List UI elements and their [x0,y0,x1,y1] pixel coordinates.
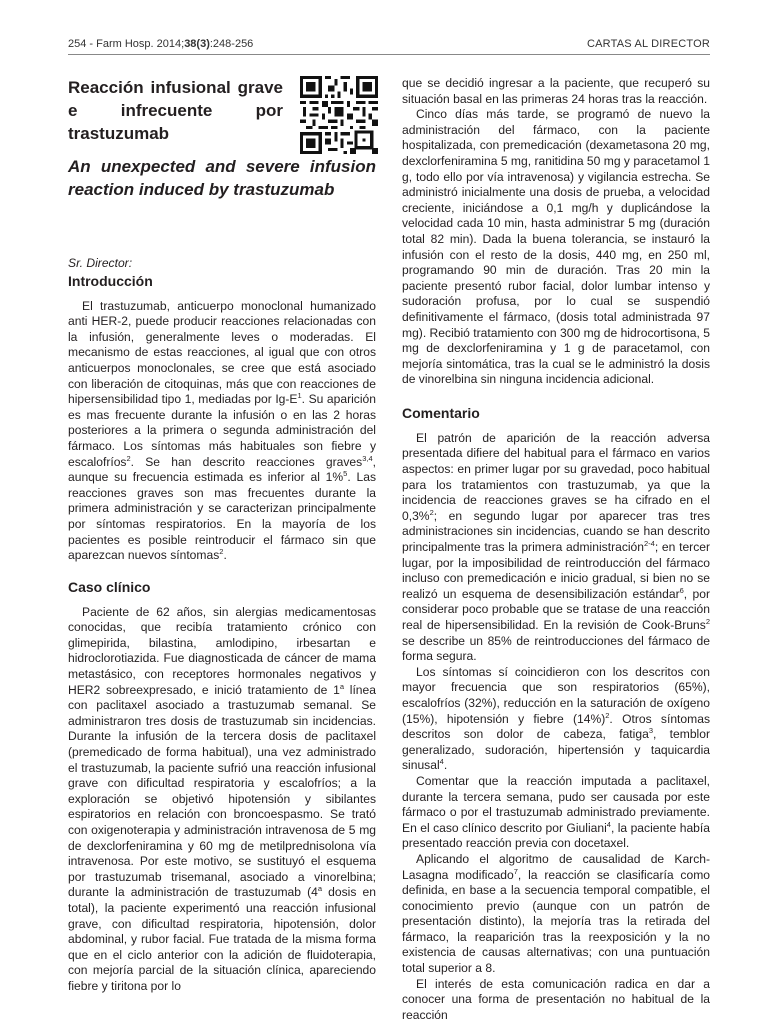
comentario-paragraph-5: El interés de esta comunicación radica en dar a conocer una forma de presentación no habitual de la reacción [402,976,710,1022]
caso-paragraph-2: Cinco días más tarde, se programó de nuevo la administración del fármaco, con la paciente hospitalizada, con premedicación (dexametasona 20 mg, dexclorfeniramina 5 mg, ranitidina 50 mg y paracetamol 1 g, todo ello por vía intravenosa) y vigilancia estrecha. Se administró inicialmente una dosis de prueba, a velocidad creciente, iniciándose a 0,1 mg/h y duplicándose la velocidad cada 10 min, hasta administrar 5 mg (duración total 82 min). Dada la buena tolerancia, se instauró la infusión con el resto de la dosis, 440 mg, en 250 ml, programando 90 min de duración. Tras 20 min la paciente presentó rubor facial, dolor lumbar intenso y sudoración profusa, por lo cual se suspendió definitivamente el fármaco, (dosis total administrada 97 mg). Recibió tratamiento con 300 mg de hidrocortisona, 5 mg de dexclorfeniramina y 1 g de paracetamol, con mejoría sintomática, tras la cual se le administró la dosis de vinorelbina sin ninguna incidencia adicional. [402,107,710,387]
section-label: CARTAS AL DIRECTOR [587,38,710,50]
heading-introduccion: Introducción [68,272,153,289]
qr-code-icon [300,76,378,154]
salutation: Sr. Director: [68,256,133,270]
left-column [68,76,376,995]
header-citation: 254 - Farm Hosp. 2014;38(3):248-256 [68,38,254,50]
caso-paragraph: Paciente de 62 años, sin alergias medicamentosas conocidas, que recibía tratamiento crónico con glimepirida, bilastina, amlodipino, irbesartan e hidroclorotiazida. Fue diagnosticada de cáncer de mama metastásico, con receptores hormonales negativos y HER2 sobreexpresado, e inició tratamiento de 1$^a$ línea con paclitaxel asociado a trastuzumab semanal. Se administraron tres dosis de trastuzumab sin incidencias. Durante la infusión de la tercera dosis de paclitaxel (premedicado de forma habitual), una vez administrado el trastuzumab, la paciente sufrió una reacción infusional grave con dificultad respiratoria y escalofríos; a la exploración se objetivó hipotensión y sibilantes espiratorios en relación con broncoespasmo. Se trató con oxigenoterapia y administración intravenosa de 5 mg de dexclorfeniramina y 60 mg de metilprednisolona vía intravenosa. Por este motivo, se sustituyó el esquema por trastuzumab trisemanal, asociado a vinorelbina; durante la administración de trastuzumab (4$^a$ dosis en total), la paciente experimentó una reacción infusional grave, con dificultad respiratoria, hipotensión, dolor abdominal, y rubor facial. Fue tratada de la misma forma que en el ciclo anterior con la adición de fluidoterapia, con mejoría parcial de la situación clínica, apareciendo fiebre y tiritona por lo [68,604,376,993]
comentario-paragraph-2: Los síntomas sí coincidieron con los descritos con mayor frecuencia que son respiratorios (65%), escalofríos (32%), reducción en la saturación de oxígeno (15%), hipotensión y fiebre $(14\%)^2$. Otros síntomas descritos son dolor de cabeza, fatiga$^3$, temblor generalizado, sudoración, hipertensión y taquicardia sinusal$^4$. [402,664,710,773]
volume-issue: 38(3) [184,38,210,50]
title-block [68,76,376,256]
page-header [68,36,710,58]
intro-paragraph: El trastuzumab, anticuerpo monoclonal humanizado anti HER-2, puede producir reacciones relacionadas con la infusión, generalmente leves o moderadas. El mecanismo de estas reacciones, al igual que con otros anticuerpos monoclonales, se cree que está asociado con liberación de citoquinas, más que con reacciones de hipersensibilidad tipo 1, mediadas por $Ig-E^1$. Su aparición es mas frecuente durante la infusión o en las 2 horas posteriores a la primera o segunda administración del fármaco. Los síntomas más habituales son fiebre y escalofríos$^2$. Se han descrito reacciones graves$^{3,4}$, aunque su frecuencia estimada es inferior al 1%$^5$. Las reacciones graves son mas frecuentes durante la primera administración y se caracterizan principalmente por síntomas respiratorios. En la mayoría de los pacientes es posible reintroducir el fármaco sin que aparezcan nuevos síntomas$^2$. [68,298,376,563]
comentario-paragraph-3: Comentar que la reacción imputada a paclitaxel, durante la tercera semana, pudo ser causada por este fármaco o por el trastuzumab administrado previamente. En el caso clínico descrito por Giuliani$^4$, la paciente había presentado reacción previa con docetaxel. [402,773,710,851]
caso-continuation: que se decidió ingresar a la paciente, que recuperó su situación basal en las primeras 24 horas tras la reacción. [402,76,710,106]
title-spanish: Reacción infusional grave e infrecuente por trastuzumab [68,78,283,143]
page-number: 254 [68,38,87,50]
header-rule [68,54,710,55]
right-column [402,76,710,1023]
title-english: An unexpected and severe infusion reaction induced by trastuzumab [68,157,376,199]
comentario-paragraph-1: El patrón de aparición de la reacción adversa presentada difiere del habitual para el fármaco en varios aspectos: en primer lugar por su gravedad, poco habitual para los tratamientos con trastuzumab, ya que la incidencia de reacciones graves se ha cifrado en el 0,3%$^2$; en segundo lugar por aparecer tras tres administraciones sin incidencias, cuando se han descrito principalmente tras la primera administración$^{2-4}$; en tercer lugar, por la imposibilidad de reintroducción del fármaco incluso con premedicación e inicio gradual, si bien no se realizó un esquema de desensibilización estándar$^6$, por considerar poco probable que se tratase de una reacción real de hipersensibilidad. En la revisión de Cook-Bruns$^2$ se describe un 85% de reintroducciones del fármaco de forma segura. [402,430,711,664]
heading-caso-clinico: Caso clínico [68,578,151,595]
page-range: :248-256 [209,38,254,50]
heading-comentario: Comentario [402,404,480,421]
journal-prefix: Farm Hosp. 2014; [96,38,185,50]
comentario-paragraph-4: Aplicando el algoritmo de causalidad de Karch-Lasagna modificado$^7$, la reacción se clasificaría como definida, en base a la secuencia temporal compatible, el conocimiento previo (aunque con un patrón de presentación distinto), la mejoría tras la retirada del fármaco, la reaparición tras la reexposición y la no existencia de causas alternativas; con una puntuación total superior a 8. [402,851,710,976]
